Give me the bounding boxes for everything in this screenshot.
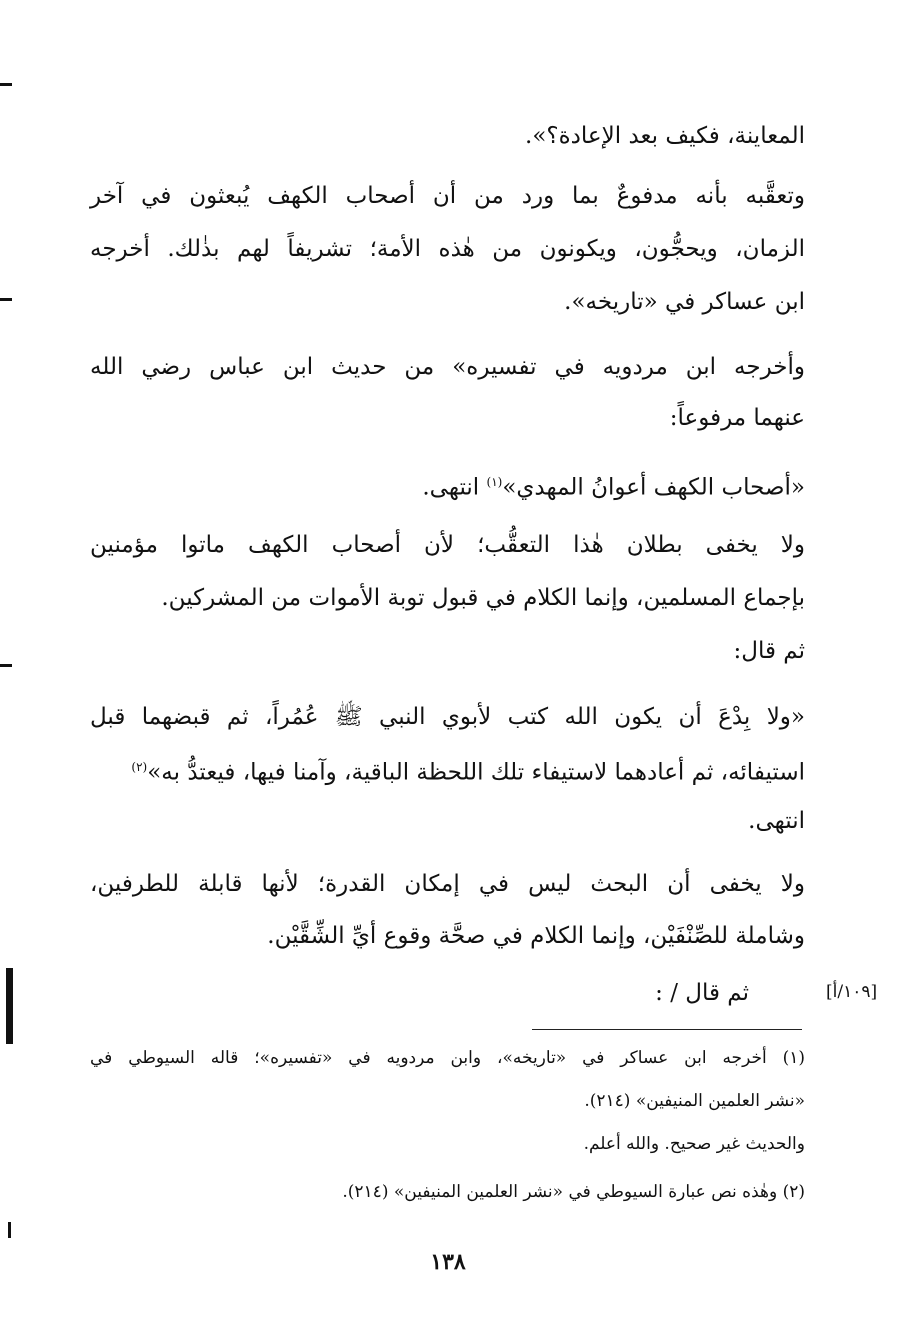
- margin-folio-marker: [١٠٩/أ]: [826, 982, 878, 1002]
- body-line: وأخرجه ابن مردويه في تفسيره» من حديث ابن عباس رضي الله: [90, 354, 805, 380]
- body-line: ثم قال:: [733, 638, 805, 664]
- body-line: ولا يخفى بطلان هٰذا التعقُّب؛ لأن أصحاب الكهف ماتوا مؤمنين: [90, 532, 805, 558]
- page-number: ١٣٨: [430, 1249, 466, 1275]
- body-line: «ولا بِدْعَ أن يكون الله كتب لأبوي النبي ﷺ عُمُراً، ثم قبضهما قبل: [90, 704, 805, 730]
- body-line: المعاينة، فكيف بعد الإعادة؟».: [525, 123, 805, 149]
- body-line: انتهى.: [748, 808, 805, 834]
- footnote-rule: [532, 1029, 802, 1030]
- body-text: استيفائه، ثم أعادهما لاستيفاء تلك اللحظة الباقية، وآمنا فيها، فيعتدُّ به»: [147, 759, 805, 786]
- footnote-line: (١) أخرجه ابن عساكر في «تاريخه»، وابن مردويه في «تفسيره»؛ قاله السيوطي في: [90, 1048, 805, 1068]
- body-line: الزمان، ويحجُّون، ويكونون من هٰذه الأمة؛ تشريفاً لهم بذٰلك. أخرجه: [90, 236, 805, 262]
- footnote-line: والحديث غير صحيح. والله أعلم.: [583, 1134, 805, 1154]
- body-line: بإجماع المسلمين، وإنما الكلام في قبول توبة الأموات من المشركين.: [161, 585, 805, 611]
- scan-edge-mark: [6, 968, 13, 1044]
- quote-tail: انتهى.: [422, 474, 487, 501]
- scan-edge-mark: [0, 83, 12, 86]
- body-line: [131, 747, 805, 787]
- body-line: وتعقَّبه بأنه مدفوعٌ بما ورد من أن أصحاب الكهف يُبعثون في آخر: [90, 183, 805, 209]
- body-line: ولا يخفى أن البحث ليس في إمكان القدرة؛ لأنها قابلة للطرفين،: [90, 871, 805, 897]
- body-line: ابن عساكر في «تاريخه».: [564, 289, 805, 315]
- scan-edge-mark: [0, 298, 12, 301]
- scan-edge-mark: [8, 1222, 11, 1238]
- footnote-line: (٢) وهٰذه نص عبارة السيوطي في «نشر العلمين المنيفين» (٢١٤).: [342, 1182, 805, 1202]
- footnote-ref-1: (١): [486, 475, 503, 489]
- body-line: وشاملة للصِّنْفَيْن، وإنما الكلام في صحَّة وقوع أيِّ الشِّقَّيْن.: [267, 923, 805, 949]
- scan-edge-mark: [0, 664, 12, 667]
- quote-line: [422, 462, 805, 502]
- body-line: ثم قال / :: [655, 980, 749, 1006]
- quote-text: «أصحاب الكهف أعوانُ المهدي»: [502, 474, 805, 501]
- footnote-ref-2: (٢): [131, 760, 148, 774]
- footnote-line: «نشر العلمين المنيفين» (٢١٤).: [584, 1091, 805, 1111]
- body-line: عنهما مرفوعاً:: [669, 405, 805, 431]
